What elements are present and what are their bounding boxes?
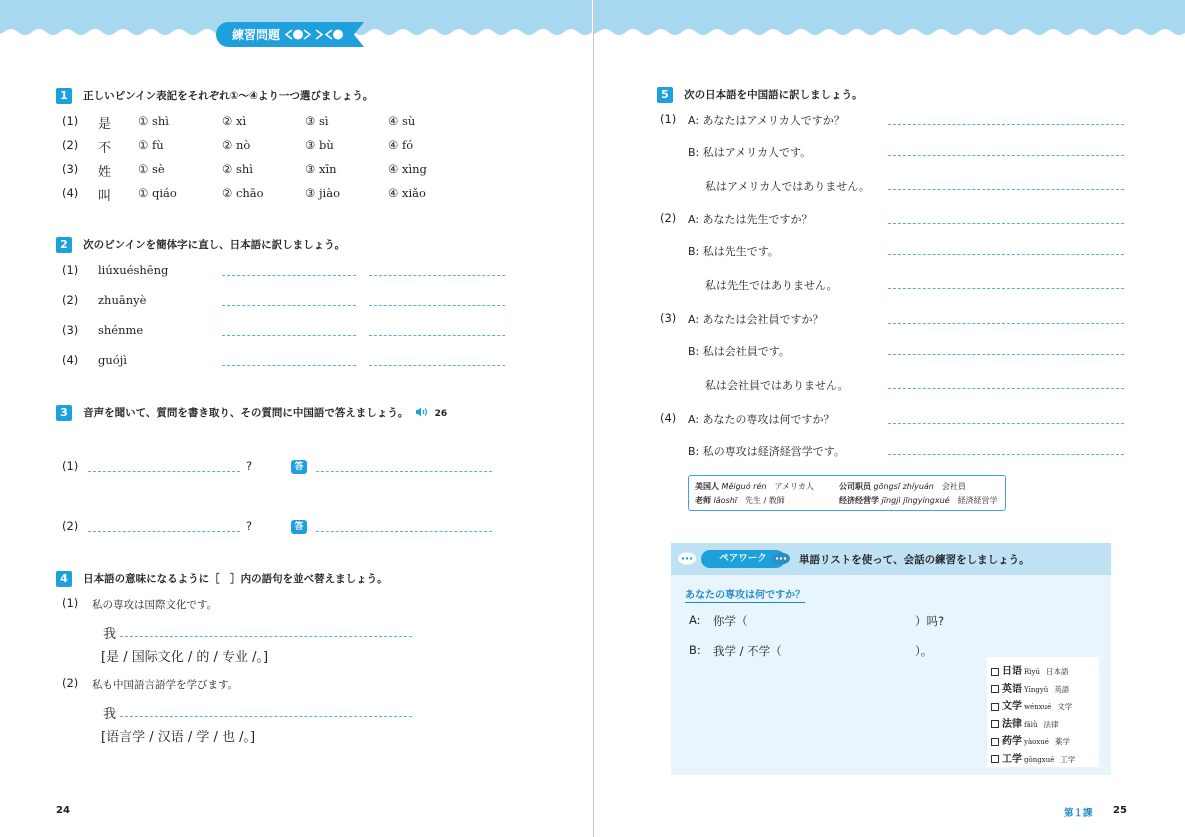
left-page bbox=[0, 0, 592, 837]
top-wave-decoration-right bbox=[594, 0, 1185, 40]
q3-question-line[interactable] bbox=[88, 531, 240, 532]
q1-row-label: (4) bbox=[62, 186, 79, 200]
q2-row-label: (1) bbox=[62, 263, 79, 277]
q2-japanese-answer-line[interactable] bbox=[369, 275, 505, 276]
q5-answer-line-b[interactable] bbox=[888, 254, 1124, 255]
q5-line-c: 私はアメリカ人ではありません。 bbox=[705, 180, 870, 193]
q5-instruction: 次の日本語を中国語に訳しましょう。 bbox=[684, 89, 863, 101]
q2-hanzi-answer-line[interactable] bbox=[222, 365, 356, 366]
q3-header bbox=[56, 401, 447, 421]
q5-line-b: B: 私はアメリカ人です。 bbox=[688, 146, 812, 159]
q5-header bbox=[657, 83, 863, 103]
q4-row-sentence: 私も中国語言語学を学びます。 bbox=[92, 679, 239, 691]
word-list-item bbox=[991, 715, 1059, 730]
right-page-number: 25 bbox=[1113, 805, 1127, 816]
vocab-item-1: 公司职员 gōngsī zhíyuán 会社員 bbox=[839, 482, 966, 491]
q2-row-label: (2) bbox=[62, 293, 79, 307]
q4-header bbox=[56, 567, 388, 587]
q5-line-a: A: あなたは先生ですか？ bbox=[688, 213, 813, 226]
q5-line-b: B: 私の専攻は経済経営学です。 bbox=[688, 445, 845, 458]
q3-answer-badge: 答 bbox=[291, 460, 307, 474]
q2-row-pinyin: guójì bbox=[98, 353, 127, 367]
q1-header bbox=[56, 84, 373, 104]
q4-row-sentence: 私の専攻は国際文化です。 bbox=[92, 599, 218, 611]
q2-instruction: 次のピンインを簡体字に直し、日本語に訳しましょう。 bbox=[83, 239, 346, 251]
word-list-meaning: 文学 bbox=[1057, 702, 1073, 711]
pairwork-line-b-start: 我学 / 不学（ bbox=[713, 644, 782, 658]
q5-answer-line-a[interactable] bbox=[888, 223, 1124, 224]
q1-option: ③ sì bbox=[305, 114, 329, 128]
vocab-item-0: 美国人 Měiguó rén アメリカ人 bbox=[695, 482, 814, 491]
q1-option: ① fù bbox=[138, 138, 164, 152]
q5-line-b: B: 私は先生です。 bbox=[688, 245, 779, 258]
q4-answer-line[interactable] bbox=[120, 636, 412, 637]
pairwork-header bbox=[671, 543, 1111, 575]
q2-row-pinyin: zhuānyè bbox=[98, 293, 147, 307]
word-list-pinyin: Yīngyǔ bbox=[1024, 685, 1049, 694]
pairwork-instruction: 単語リストを使って、会話の練習をしましょう。 bbox=[799, 554, 1030, 566]
word-list-box bbox=[987, 657, 1099, 767]
q1-row-char: 姓 bbox=[98, 165, 112, 180]
q1-option: ② chāo bbox=[222, 186, 264, 200]
q2-number: 2 bbox=[56, 237, 72, 253]
word-list-meaning: 薬学 bbox=[1054, 737, 1070, 746]
q3-row-label: (1) bbox=[62, 459, 79, 473]
checkbox-icon[interactable] bbox=[991, 755, 999, 763]
q4-number: 4 bbox=[56, 571, 72, 587]
q5-line-a: A: あなたは会社員ですか？ bbox=[688, 313, 824, 326]
word-list-word: 药学 bbox=[1002, 736, 1022, 747]
speech-bubble-icon-2 bbox=[771, 552, 791, 566]
q1-number: 1 bbox=[56, 88, 72, 104]
word-list-item bbox=[991, 750, 1075, 765]
q1-option: ② xì bbox=[222, 114, 247, 128]
q1-option: ① sè bbox=[138, 162, 165, 176]
q5-line-c: 私は先生ではありません。 bbox=[705, 279, 838, 292]
checkbox-icon[interactable] bbox=[991, 668, 999, 676]
q5-group-label: (2) bbox=[660, 211, 677, 225]
q2-row-pinyin: liúxuéshēng bbox=[98, 263, 169, 277]
q1-option: ② nò bbox=[222, 138, 251, 152]
word-list-item bbox=[991, 732, 1070, 747]
q1-row-char: 叫 bbox=[98, 189, 112, 204]
word-list-meaning: 英語 bbox=[1054, 684, 1070, 694]
q5-line-b: B: 私は会社員です。 bbox=[688, 345, 790, 358]
q5-answer-line-b[interactable] bbox=[888, 454, 1124, 455]
word-list-pinyin: wénxué bbox=[1024, 703, 1052, 711]
q1-row-label: (1) bbox=[62, 114, 79, 128]
pairwork-line-a-start: 你学（ bbox=[713, 614, 748, 628]
word-list-word: 法律 bbox=[1002, 718, 1022, 730]
pairwork-line-b-label: B: bbox=[689, 643, 701, 657]
word-list-pinyin: yàoxué bbox=[1024, 738, 1049, 746]
q2-hanzi-answer-line[interactable] bbox=[222, 335, 356, 336]
q4-row-start-word: 我 bbox=[103, 707, 117, 722]
q2-japanese-answer-line[interactable] bbox=[369, 365, 505, 366]
q3-answer-line[interactable] bbox=[316, 531, 492, 532]
q5-answer-line-b[interactable] bbox=[888, 155, 1124, 156]
q5-group-label: (4) bbox=[660, 411, 677, 425]
pairwork-subtitle: あなたの専攻は何ですか？ bbox=[685, 586, 805, 603]
q5-answer-line-a[interactable] bbox=[888, 323, 1124, 324]
q3-row-label: (2) bbox=[62, 519, 79, 533]
q5-answer-line-c[interactable] bbox=[888, 288, 1124, 289]
q2-row-pinyin: shénme bbox=[98, 323, 144, 337]
word-list-pinyin: Rìyǔ bbox=[1024, 668, 1040, 676]
q5-answer-line-b[interactable] bbox=[888, 354, 1124, 355]
pairwork-line-b-end: ）。 bbox=[915, 644, 933, 658]
q4-answer-line[interactable] bbox=[120, 716, 412, 717]
q1-option: ① shì bbox=[138, 114, 169, 128]
q2-hanzi-answer-line[interactable] bbox=[222, 305, 356, 306]
q3-number: 3 bbox=[56, 405, 72, 421]
left-page-number: 24 bbox=[56, 805, 70, 816]
q1-option: ④ xiǎo bbox=[388, 186, 426, 200]
q5-answer-line-a[interactable] bbox=[888, 423, 1124, 424]
q3-instruction: 音声を聞いて、質問を書き取り、その質問に中国語で答えましょう。 bbox=[83, 407, 409, 419]
q2-row-label: (3) bbox=[62, 323, 79, 337]
checkbox-icon[interactable] bbox=[991, 685, 999, 693]
word-list-meaning: 日本語 bbox=[1045, 667, 1069, 676]
lesson-label: 第１課 bbox=[1064, 808, 1093, 819]
q5-answer-line-c[interactable] bbox=[888, 189, 1124, 190]
q1-option: ② shì bbox=[222, 162, 253, 176]
checkbox-icon[interactable] bbox=[991, 738, 999, 746]
q2-row-label: (4) bbox=[62, 353, 79, 367]
q2-header bbox=[56, 233, 345, 253]
q4-row-words: [是 / 国际文化 / 的 / 专业 /。] bbox=[101, 650, 269, 665]
word-list-pinyin: gōngxué bbox=[1024, 755, 1055, 764]
q5-line-a: A: あなたはアメリカ人ですか？ bbox=[688, 114, 845, 127]
q3-question-line[interactable] bbox=[88, 471, 240, 472]
word-list-item bbox=[991, 697, 1072, 712]
q4-row-label: (1) bbox=[62, 596, 79, 610]
q1-row-label: (3) bbox=[62, 162, 79, 176]
q5-answer-line-c[interactable] bbox=[888, 388, 1124, 389]
right-page bbox=[593, 0, 1185, 837]
word-list-word: 日语 bbox=[1002, 666, 1022, 677]
checkbox-icon[interactable] bbox=[991, 703, 999, 711]
q5-number: 5 bbox=[657, 87, 673, 103]
word-list-pinyin: fǎlǜ bbox=[1024, 720, 1038, 729]
word-list-item bbox=[991, 662, 1068, 677]
q5-answer-line-a[interactable] bbox=[888, 124, 1124, 125]
q1-option: ③ jiào bbox=[305, 186, 340, 200]
section-title-tab bbox=[216, 22, 364, 47]
word-list-item bbox=[991, 680, 1069, 695]
q4-row-start-word: 我 bbox=[103, 627, 117, 642]
word-list-word: 英语 bbox=[1002, 683, 1022, 695]
q3-answer-badge: 答 bbox=[291, 520, 307, 534]
checkbox-icon[interactable] bbox=[991, 720, 999, 728]
q3-question-mark: ? bbox=[246, 519, 253, 533]
word-list-word: 工学 bbox=[1002, 753, 1022, 765]
q5-group-label: (3) bbox=[660, 311, 677, 325]
q4-instruction: 日本語の意味になるように［ ］内の語句を並べ替えましょう。 bbox=[83, 573, 388, 585]
audio-icon[interactable] bbox=[415, 402, 429, 421]
q2-japanese-answer-line[interactable] bbox=[369, 305, 505, 306]
pairwork-line-a-end: ）吗? bbox=[915, 614, 945, 628]
q1-option: ③ xīn bbox=[305, 162, 337, 176]
audio-track-number: 26 bbox=[434, 409, 448, 419]
word-list-meaning: 法律 bbox=[1043, 719, 1059, 729]
speech-bubble-icon bbox=[677, 552, 697, 566]
q4-row-words: [语言学 / 汉语 / 学 / 也 /。] bbox=[101, 730, 256, 745]
q5-line-a: A: あなたの専攻は何ですか？ bbox=[688, 413, 835, 426]
q3-answer-line[interactable] bbox=[316, 471, 492, 472]
q3-question-mark: ? bbox=[246, 459, 253, 473]
vocab-box bbox=[688, 475, 1006, 511]
q1-option: ① qiáo bbox=[138, 186, 177, 200]
q1-row-label: (2) bbox=[62, 138, 79, 152]
word-list-word: 文学 bbox=[1002, 701, 1022, 712]
q4-row-label: (2) bbox=[62, 676, 79, 690]
pairwork-box bbox=[671, 543, 1111, 775]
section-title: 練習問題 bbox=[232, 28, 281, 42]
q1-option: ④ sù bbox=[388, 114, 416, 128]
q1-option: ④ fó bbox=[388, 138, 414, 152]
pairwork-badge: ペアワーク bbox=[701, 550, 785, 568]
pairwork-line-a-label: A: bbox=[689, 613, 701, 627]
vocab-item-3: 经济经营学 jīngjì jīngyíngxué 経済経営学 bbox=[839, 496, 998, 505]
q2-hanzi-answer-line[interactable] bbox=[222, 275, 356, 276]
q1-option: ④ xìng bbox=[388, 162, 427, 176]
q1-option: ③ bù bbox=[305, 138, 334, 152]
q1-row-char: 不 bbox=[98, 141, 112, 156]
word-list-meaning: 工学 bbox=[1060, 754, 1076, 764]
q1-row-char: 是 bbox=[98, 117, 112, 132]
vocab-item-2: 老师 lǎoshī 先生 / 教師 bbox=[695, 496, 785, 505]
q1-instruction: 正しいピンイン表記をそれぞれ①～④より一つ選びましょう。 bbox=[83, 90, 374, 102]
q5-line-c: 私は会社員ではありません。 bbox=[705, 379, 849, 392]
q2-japanese-answer-line[interactable] bbox=[369, 335, 505, 336]
q5-group-label: (1) bbox=[660, 112, 677, 126]
